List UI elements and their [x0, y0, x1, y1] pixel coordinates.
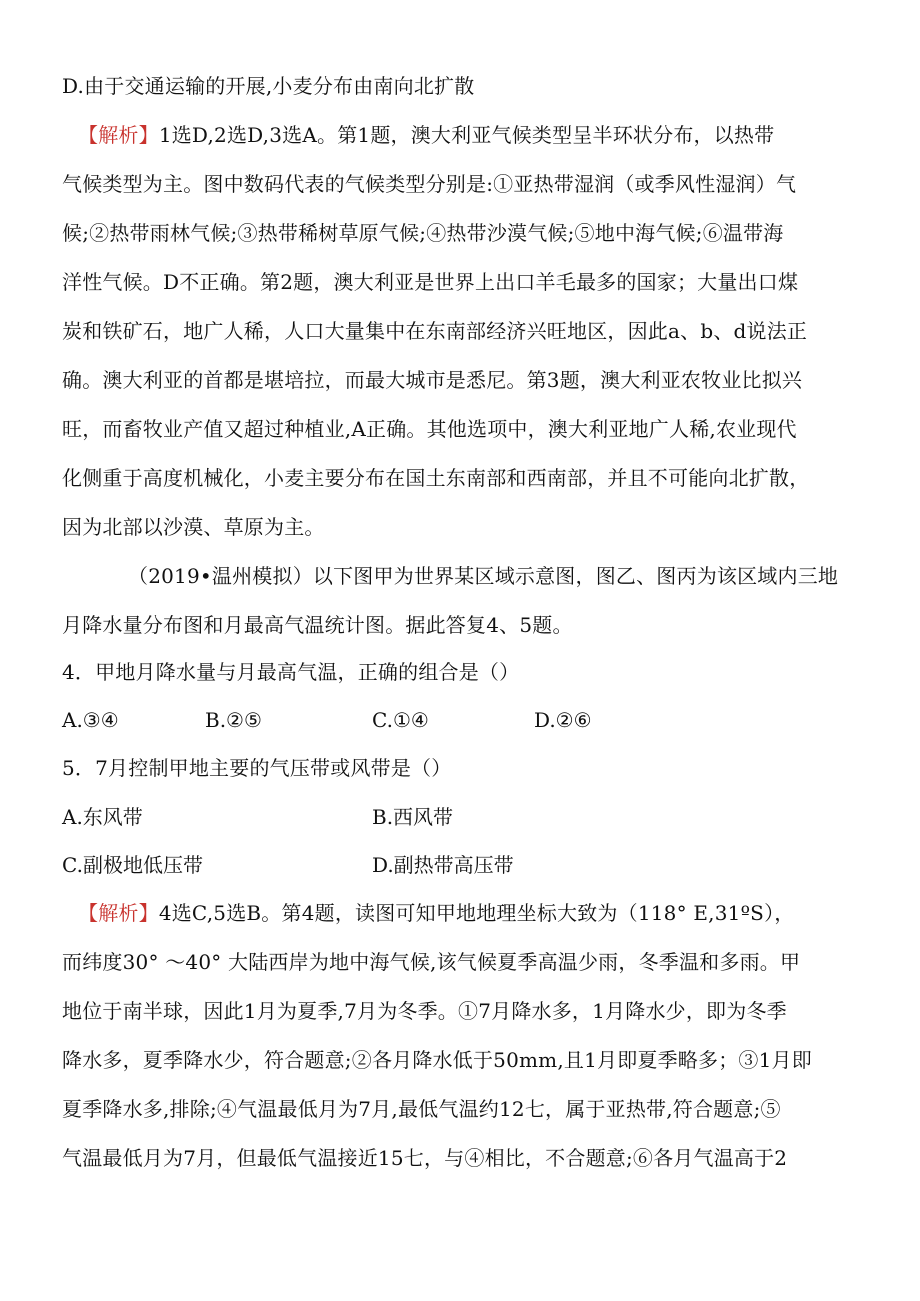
q5-option-a: A.东风带 [62, 805, 143, 829]
paragraph-line: 气候类型为主。图中数码代表的气候类型分别是:①亚热带湿润（或季风性湿润）气 [62, 172, 797, 196]
question-4: 4．甲地月降水量与月最高气温，正确的组合是（） [62, 660, 520, 684]
q4-option-a: A.③④ [62, 708, 119, 732]
paragraph-line: 夏季降水多,排除;④气温最低月为7月,最低气温约12七，属于亚热带,符合题意;⑤ [62, 1097, 781, 1121]
paragraph-line: 确。澳大利亚的首都是堪培拉，而最大城市是悉尼。第3题，澳大利亚农牧业比拟兴 [62, 368, 803, 392]
paragraph-line: 降水多，夏季降水少，符合题意;②各月降水低于50mm,且1月即夏季略多；③1月即 [62, 1048, 812, 1072]
analysis-label: 【解析】 [78, 123, 159, 147]
paragraph-line: 炭和铁矿石，地广人稀，人口大量集中在东南部经济兴旺地区，因此a、b、d说法正 [62, 319, 808, 343]
analysis-1-first-line [78, 123, 878, 147]
paragraph-line: 气温最低月为7月，但最低气温接近15七，与④相比，不合题意;⑥各月气温高于2 [62, 1146, 788, 1170]
question-intro-line: （2019•温州模拟）以下图甲为世界某区域示意图，图乙、图丙为该区域内三地 [128, 564, 839, 588]
analysis-1-text: 1选D,2选D,3选A。第1题，澳大利亚气候类型呈半环状分布，以热带 [158, 123, 775, 147]
option-d-q3: D.由于交通运输的开展,小麦分布由南向北扩散 [62, 74, 475, 98]
paragraph-line: 化侧重于高度机械化，小麦主要分布在国土东南部和西南部，并且不可能向北扩散， [62, 466, 810, 490]
paragraph-line: 洋性气候。D不正确。第2题，澳大利亚是世界上出口羊毛最多的国家；大量出口煤 [62, 270, 799, 294]
paragraph-line: 地位于南半球，因此1月为夏季,7月为冬季。①7月降水多，1月降水少，即为冬季 [62, 999, 787, 1023]
q5-option-c: C.副极地低压带 [62, 853, 203, 877]
analysis-2-first-line [78, 901, 878, 925]
q4-option-b: B.②⑤ [205, 708, 262, 732]
paragraph-line: 而纬度30° ～40° 大陆西岸为地中海气候,该气候夏季高温少雨，冬季温和多雨。甲 [62, 950, 801, 974]
q4-option-d: D.②⑥ [534, 708, 592, 732]
analysis-2-text: 4选C,5选B。第4题，读图可知甲地地理坐标大致为（118° E,31ºS）， [158, 901, 795, 925]
q5-option-d: D.副热带高压带 [372, 853, 514, 877]
analysis-label: 【解析】 [78, 901, 159, 925]
q4-option-c: C.①④ [372, 708, 429, 732]
paragraph-line: 候;②热带雨林气候;③热带稀树草原气候;④热带沙漠气候;⑤地中海气候;⑥温带海 [62, 221, 784, 245]
paragraph-line: 旺，而畜牧业产值又超过种植业,A正确。其他选项中，澳大利亚地广人稀,农业现代 [62, 417, 797, 441]
question-intro-line: 月降水量分布图和月最高气温统计图。据此答复4、5题。 [62, 613, 573, 637]
question-5: 5．7月控制甲地主要的气压带或风带是（） [62, 756, 452, 780]
q5-option-b: B.西风带 [372, 805, 454, 829]
paragraph-line: 因为北部以沙漠、草原为主。 [62, 515, 325, 539]
